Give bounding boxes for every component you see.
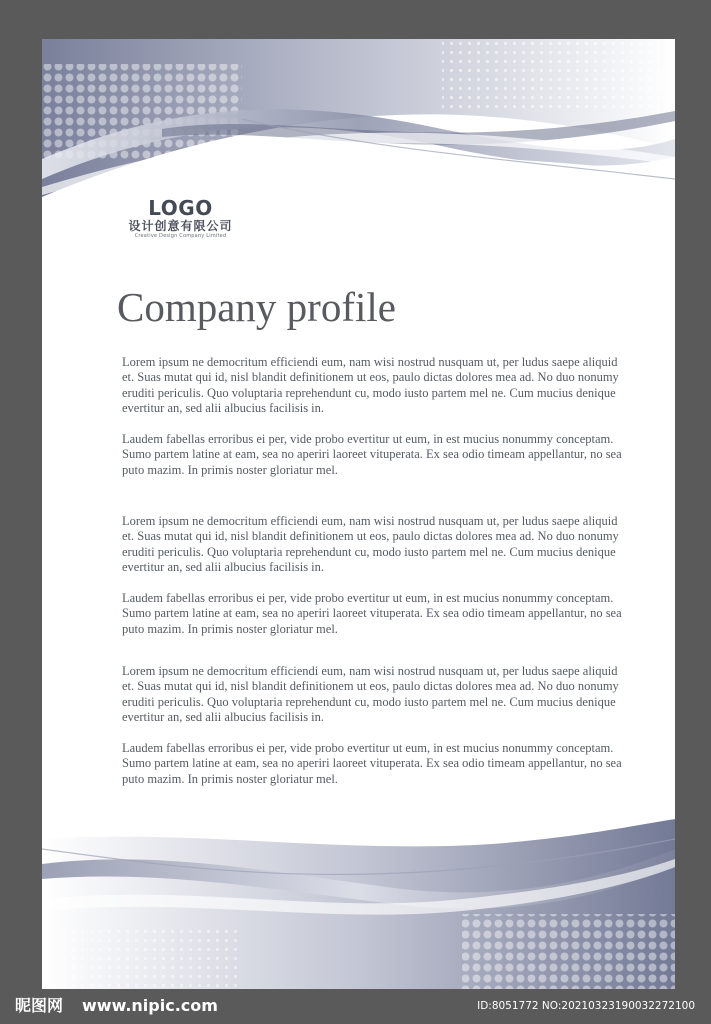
company-logo — [118, 197, 243, 240]
site-watermark-logo: 昵图网 — [15, 996, 64, 1015]
body-paragraph: Lorem ipsum ne democritum efficiendi eum, nam wisi nostrud nusquam ut, per ludus saepe aliquid et. Suas mutat qui id, nisl blandit definitionem ut eos, paulo dictas dolores mea ad. No duo nonumy eruditi periculis. Quo voluptaria reprehendunt cu, modo iusto partem mel ne. Cum mucius denique evertitur an, sed alii albucius facilisis in. — [122, 355, 619, 415]
page-title: Company profile — [117, 284, 396, 330]
site-watermark-url: www.nipic.com — [82, 996, 218, 1015]
body-paragraph: Laudem fabellas erroribus ei per, vide probo evertitur ut eum, in est mucius nonummy conceptam. Sumo partem latine at eam, sea no aperiri laoreet vituperata. Ex sea odio timeam appellantur, no sea puto mazim. In primis noster gloriatur mel. — [122, 591, 622, 636]
body-paragraph: Laudem fabellas erroribus ei per, vide probo evertitur ut eum, in est mucius nonummy conceptam. Sumo partem latine at eam, sea no aperiri laoreet vituperata. Ex sea odio timeam appellantur, no sea puto mazim. In primis noster gloriatur mel. — [122, 741, 622, 786]
body-paragraph: Laudem fabellas erroribus ei per, vide probo evertitur ut eum, in est mucius nonummy conceptam. Sumo partem latine at eam, sea no aperiri laoreet vituperata. Ex sea odio timeam appellantur, no sea puto mazim. In primis noster gloriatur mel. — [122, 432, 622, 477]
body-paragraph: Lorem ipsum ne democritum efficiendi eum, nam wisi nostrud nusquam ut, per ludus saepe aliquid et. Suas mutat qui id, nisl blandit definitionem ut eos, paulo dictas dolores mea ad. No duo nonumy eruditi periculis. Quo voluptaria reprehendunt cu, modo iusto partem mel ne. Cum mucius denique evertitur an, sed alii albucius facilisis in. — [122, 664, 619, 724]
image-id-watermark: ID:8051772 NO:20210323190032272100 — [477, 1000, 695, 1012]
watermark-footer — [0, 989, 711, 1024]
company-name-cn: 设计创意有限公司 — [128, 219, 233, 233]
letterhead-page — [42, 39, 675, 989]
bottom-wave-decoration — [42, 819, 675, 989]
body-paragraph: Lorem ipsum ne democritum efficiendi eum, nam wisi nostrud nusquam ut, per ludus saepe aliquid et. Suas mutat qui id, nisl blandit definitionem ut eos, paulo dictas dolores mea ad. No duo nonumy eruditi periculis. Quo voluptaria reprehendunt cu, modo iusto partem mel ne. Cum mucius denique evertitur an, sed alii albucius facilisis in. — [122, 514, 619, 574]
logo-mark: LOGO — [148, 196, 213, 220]
company-name-en: Creative Design Company Limited — [134, 233, 227, 239]
top-wave-decoration — [42, 39, 675, 219]
